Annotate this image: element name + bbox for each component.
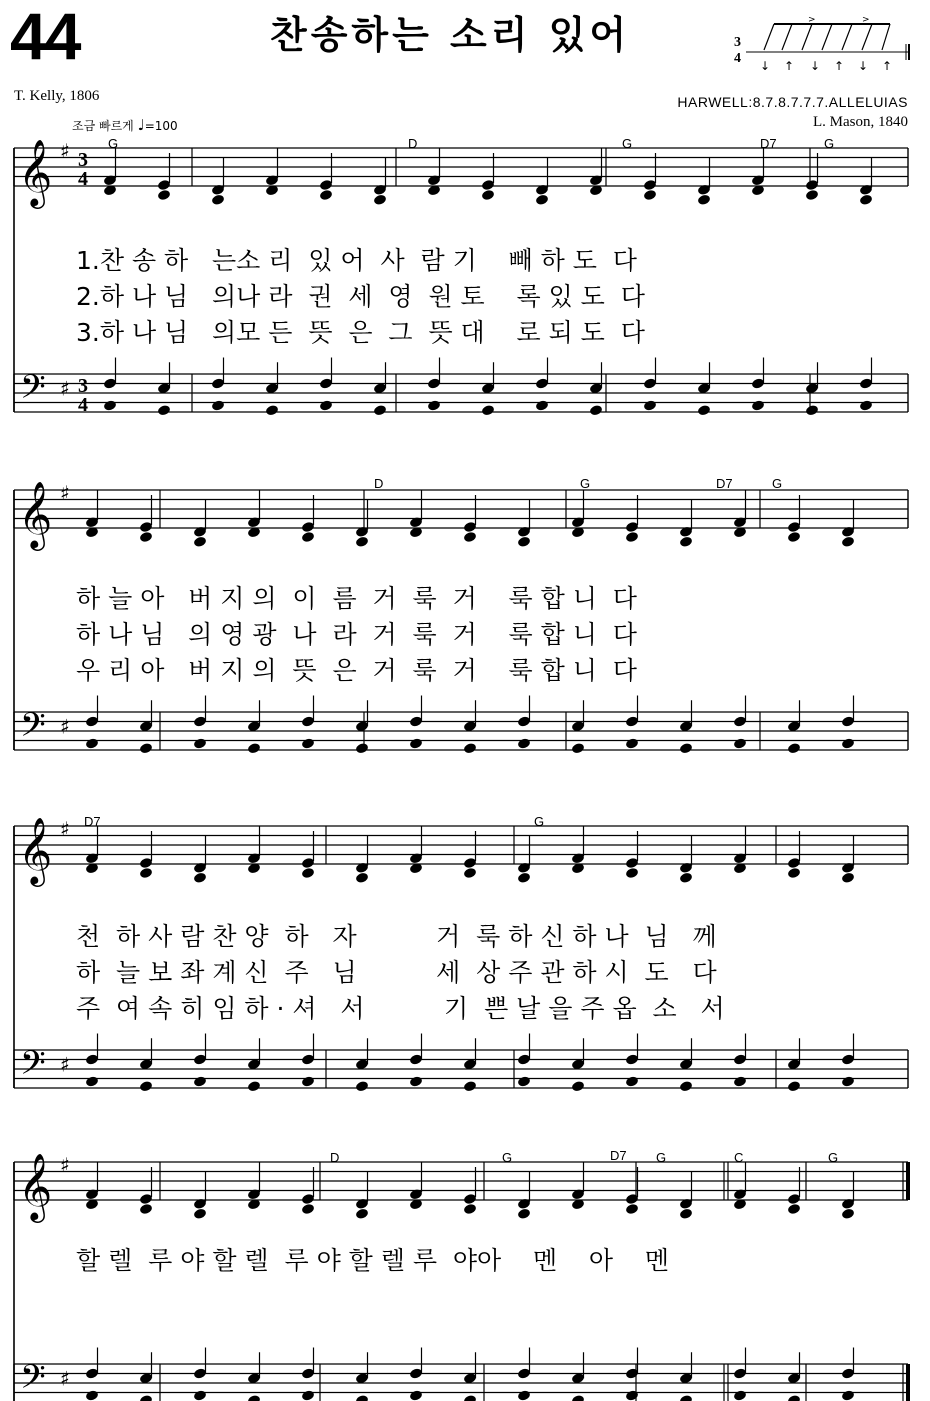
note — [85, 1389, 99, 1401]
note — [301, 531, 315, 543]
note — [247, 742, 261, 754]
note — [409, 1389, 423, 1401]
note — [355, 536, 369, 548]
sharp-icon: ♯ — [60, 481, 70, 505]
svg-text:4: 4 — [734, 51, 741, 66]
note — [157, 189, 171, 201]
sharp-icon: ♯ — [60, 376, 70, 401]
chord-s2-1: D — [374, 476, 384, 491]
sharp-icon: ♯ — [60, 714, 70, 739]
note — [679, 742, 693, 754]
tempo-value: =100 — [144, 119, 178, 133]
note — [301, 737, 315, 749]
bass-clef-icon: 𝄢 — [20, 368, 46, 415]
chord-s3-2: G — [534, 814, 545, 829]
lyric-s3-v3: 주 여 속 히 임 하 · 셔 서 기 쁜 날 을 주 옵 소 서 — [76, 994, 725, 1023]
chord-s2-3: D7 — [716, 476, 733, 491]
note — [319, 399, 333, 411]
note — [805, 189, 819, 201]
note — [319, 189, 333, 201]
note — [625, 1075, 639, 1087]
chord-s4-3: D7 — [610, 1148, 627, 1163]
note — [787, 1394, 801, 1401]
note — [355, 872, 369, 884]
note — [643, 189, 657, 201]
words-credit: T. Kelly, 1806 — [14, 88, 100, 104]
treble-clef-icon: 𝄞 — [18, 816, 53, 884]
note — [733, 1389, 747, 1401]
note — [787, 531, 801, 543]
note — [625, 737, 639, 749]
note — [517, 872, 531, 884]
note — [301, 867, 315, 879]
note — [805, 404, 819, 416]
note — [85, 737, 99, 749]
chord-s4-5: C — [734, 1150, 744, 1165]
note — [751, 399, 765, 411]
lyric-s1-v1: 1.찬 송 하 는소 리 있 어 사 람 기 빼 하 도 다 — [76, 246, 637, 275]
svg-text:↑: ↑ — [784, 59, 795, 73]
note — [103, 399, 117, 411]
note — [463, 1203, 477, 1215]
note — [481, 189, 495, 201]
note — [517, 536, 531, 548]
note — [85, 1075, 99, 1087]
chord-s3-1: D7 — [84, 814, 101, 829]
chord-s4-1: D — [330, 1150, 340, 1165]
note — [373, 194, 387, 206]
note — [409, 737, 423, 749]
chord-s2-2: G — [580, 476, 591, 491]
note — [787, 1080, 801, 1092]
sharp-icon: ♯ — [60, 1366, 70, 1391]
note — [517, 737, 531, 749]
note — [355, 1208, 369, 1220]
note — [481, 404, 495, 416]
note — [157, 404, 171, 416]
svg-text:4: 4 — [78, 394, 88, 416]
note — [535, 399, 549, 411]
svg-text:>: > — [808, 15, 816, 25]
note — [841, 1208, 855, 1220]
note — [679, 872, 693, 884]
quarter-note-icon: ♩ — [137, 116, 145, 134]
note — [193, 536, 207, 548]
note — [625, 867, 639, 879]
note — [139, 1080, 153, 1092]
svg-text:↑: ↑ — [882, 59, 893, 73]
lyric-s1-v2: 2.하 나 님 의나 라 권 세 영 원 토 록 있 도 다 — [76, 282, 645, 311]
chord-s1-5: G — [824, 136, 835, 151]
note — [841, 737, 855, 749]
note — [679, 1208, 693, 1220]
note — [679, 536, 693, 548]
note — [787, 867, 801, 879]
note — [463, 742, 477, 754]
note — [355, 1080, 369, 1092]
note — [193, 1389, 207, 1401]
note — [373, 404, 387, 416]
sharp-icon: ♯ — [60, 1153, 70, 1177]
note — [841, 1389, 855, 1401]
note — [265, 404, 279, 416]
bass-clef-icon: 𝄢 — [20, 706, 46, 753]
lyric-s3-v1: 천 하 사 람 찬 양 하 자 거 룩 하 신 하 나 님 께 — [76, 922, 717, 951]
note — [139, 531, 153, 543]
svg-text:↓: ↓ — [810, 59, 821, 73]
note — [625, 1389, 639, 1401]
lyric-s3-v2: 하 늘 보 좌 계 신 주 님 세 상 주 관 하 시 도 다 — [76, 958, 717, 987]
note — [139, 1394, 153, 1401]
note — [211, 399, 225, 411]
svg-text:3: 3 — [78, 375, 88, 397]
note — [517, 1075, 531, 1087]
note — [859, 194, 873, 206]
note — [355, 742, 369, 754]
note — [679, 1080, 693, 1092]
svg-text:3: 3 — [78, 149, 88, 171]
note — [247, 1394, 261, 1401]
chord-s2-4: G — [772, 476, 783, 491]
note — [193, 737, 207, 749]
note — [697, 194, 711, 206]
note — [697, 404, 711, 416]
note — [355, 1394, 369, 1401]
note — [463, 531, 477, 543]
svg-text:>: > — [862, 15, 870, 25]
chord-s4-6: G — [828, 1150, 839, 1165]
svg-text:3: 3 — [734, 35, 741, 50]
chord-s1-4: D7 — [760, 136, 777, 151]
note — [301, 1203, 315, 1215]
note — [463, 1080, 477, 1092]
note — [139, 742, 153, 754]
note — [193, 1075, 207, 1087]
note — [643, 399, 657, 411]
bass-clef-icon: 𝄢 — [20, 1358, 46, 1401]
note — [517, 1208, 531, 1220]
note — [859, 399, 873, 411]
chord-s1-1: G — [108, 136, 119, 151]
note — [571, 742, 585, 754]
system-3 — [14, 816, 908, 1092]
svg-text:4: 4 — [78, 168, 88, 190]
note — [517, 1389, 531, 1401]
note — [463, 1394, 477, 1401]
note — [571, 1080, 585, 1092]
chord-s1-3: G — [622, 136, 633, 151]
sharp-icon: ♯ — [60, 1052, 70, 1077]
note — [841, 872, 855, 884]
note — [427, 399, 441, 411]
chord-s4-4: G — [656, 1150, 667, 1165]
note — [679, 1394, 693, 1401]
note — [211, 194, 225, 206]
svg-text:↑: ↑ — [834, 59, 845, 73]
bass-staff — [14, 369, 908, 417]
chord-s1-2: D — [408, 136, 418, 151]
lyric-s2-v2: 하 나 님 의 영 광 나 라 거 룩 거 룩 합 니 다 — [76, 620, 637, 649]
chord-s4-2: G — [502, 1150, 513, 1165]
treble-clef-icon: 𝄞 — [18, 138, 53, 206]
note — [733, 1075, 747, 1087]
note — [463, 867, 477, 879]
lyric-s2-v3: 우 리 아 버 지 의 뜻 은 거 룩 거 룩 합 니 다 — [76, 656, 637, 685]
svg-text:↓: ↓ — [858, 59, 869, 73]
lyric-s2-v1: 하 늘 아 버 지 의 이 름 거 룩 거 룩 합 니 다 — [76, 584, 637, 613]
note — [733, 737, 747, 749]
note — [301, 1075, 315, 1087]
bass-clef-icon: 𝄢 — [20, 1044, 46, 1091]
hymn-title: 찬송하는 소리 있어 — [270, 13, 631, 57]
note — [409, 1075, 423, 1087]
note — [247, 1080, 261, 1092]
lyric-s4-v1: 할 렐 루 야 할 렐 루 야 할 렐 루 야아 멘 아 멘 — [76, 1246, 670, 1275]
tempo-text: 조금 빠르게 — [72, 119, 134, 133]
note — [193, 1208, 207, 1220]
music-credit: L. Mason, 1840 — [813, 114, 908, 130]
treble-clef-icon: 𝄞 — [18, 1152, 53, 1220]
treble-clef-icon: 𝄞 — [18, 480, 53, 548]
hymn-number: 44 — [10, 0, 80, 73]
sharp-icon: ♯ — [60, 817, 70, 841]
note — [625, 1203, 639, 1215]
svg-text:↓: ↓ — [760, 59, 771, 73]
note — [787, 1203, 801, 1215]
lyric-s1-v3: 3.하 나 님 의모 든 뜻 은 그 뜻 대 로 되 도 다 — [76, 318, 645, 347]
tune-credit: HARWELL:8.7.8.7.7.7.ALLELUIAS — [677, 94, 908, 110]
note — [589, 404, 603, 416]
note — [139, 1203, 153, 1215]
note — [535, 194, 549, 206]
note — [571, 1394, 585, 1401]
note — [139, 867, 153, 879]
note — [841, 1075, 855, 1087]
note — [301, 1389, 315, 1401]
note — [787, 742, 801, 754]
note — [625, 531, 639, 543]
note — [841, 536, 855, 548]
sharp-icon: ♯ — [60, 139, 70, 163]
note — [193, 872, 207, 884]
